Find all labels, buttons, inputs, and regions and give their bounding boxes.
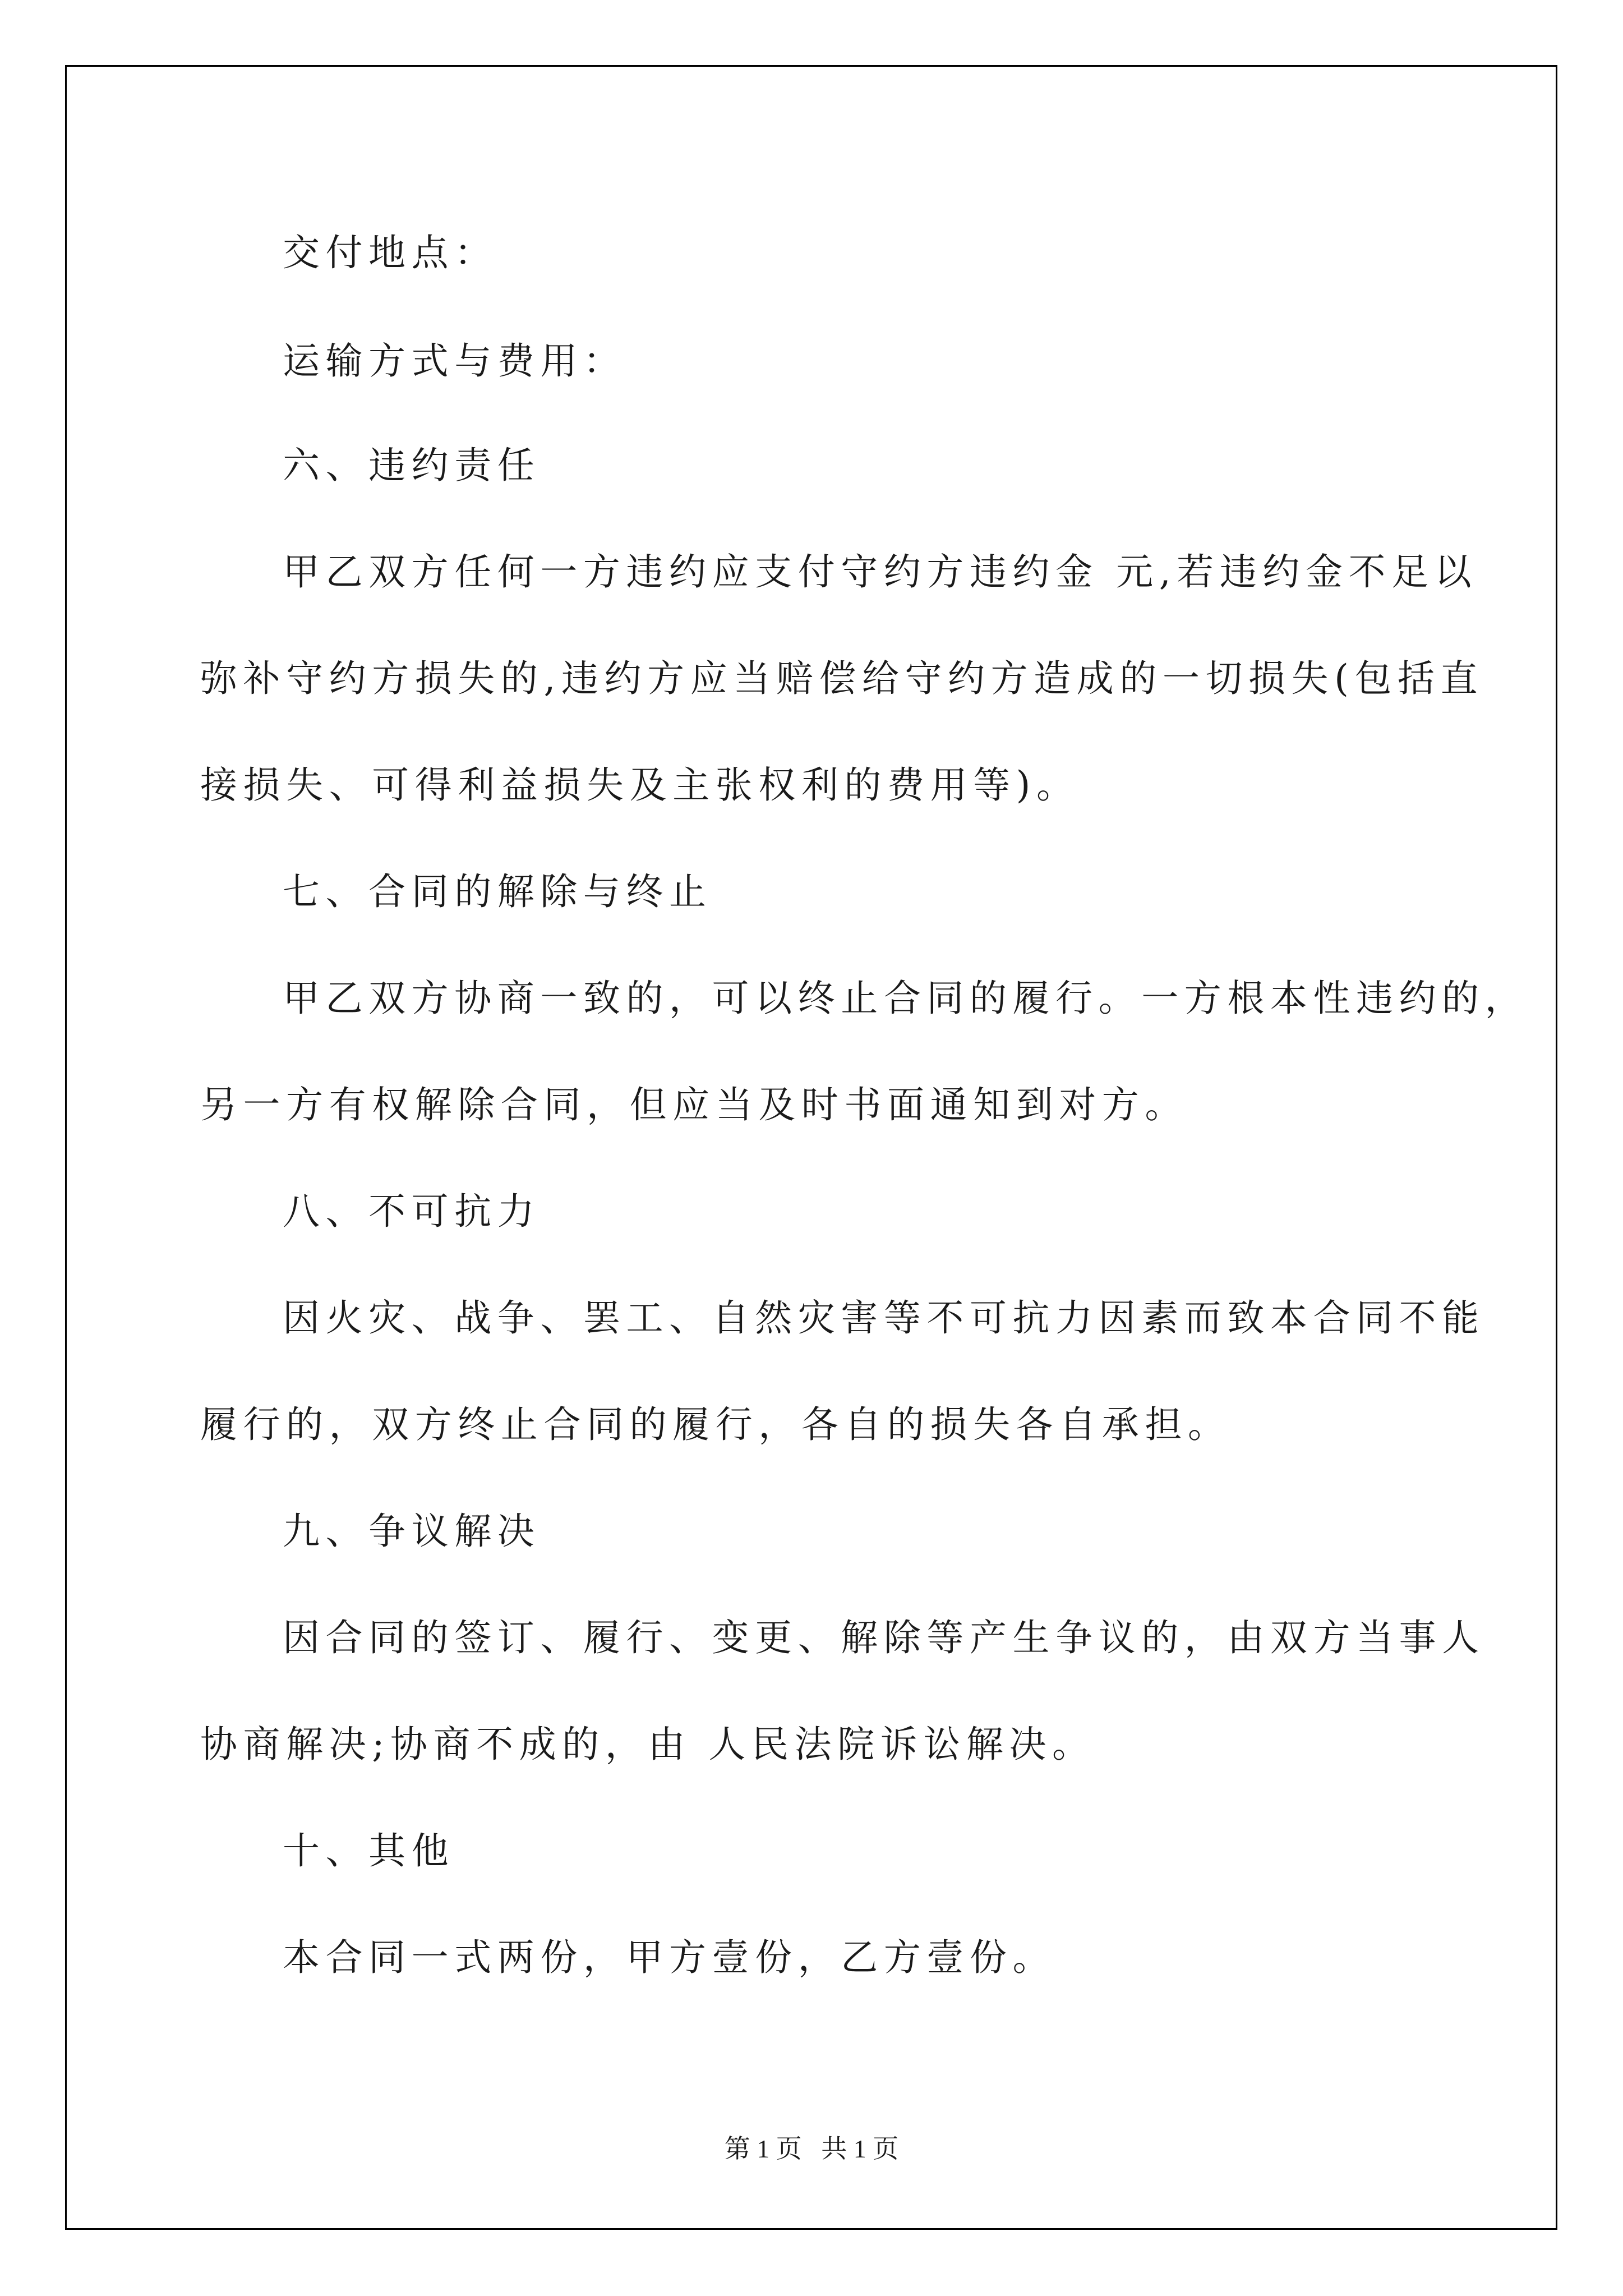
page-number-footer: 第 1 页 共 1 页: [724, 2134, 899, 2163]
paragraph-line: 另一方有权解除合同，但应当及时书面通知到对方。: [200, 1083, 1188, 1126]
paragraph-line: 因火灾、战争、罢工、自然灾害等不可抗力因素而致本合同不能: [283, 1296, 1485, 1340]
paragraph-line: 本合同一式两份，甲方壹份，乙方壹份。: [283, 1936, 1056, 1979]
paragraph-line: 协商解决;协商不成的，由 人民法院诉讼解决。: [200, 1723, 1095, 1766]
paragraph-line: 甲乙双方任何一方违约应支付守约方违约金 元,若违约金不足以: [283, 550, 1478, 593]
paragraph-line: 因合同的签订、履行、变更、解除等产生争议的，由双方当事人: [283, 1616, 1485, 1659]
section-heading-9: 九、争议解决: [283, 1510, 541, 1553]
delivery-location-line: 交付地点：: [283, 231, 497, 274]
paragraph-line: 弥补守约方损失的,违约方应当赔偿给守约方造成的一切损失(包括直: [200, 657, 1484, 700]
transport-cost-line: 运输方式与费用：: [283, 339, 626, 383]
section-heading-8: 八、不可抗力: [283, 1190, 541, 1233]
section-heading-6: 六、违约责任: [283, 444, 541, 487]
paragraph-line: 甲乙双方协商一致的，可以终止合同的履行。一方根本性违约的，: [283, 977, 1528, 1020]
paragraph-line: 履行的，双方终止合同的履行，各自的损失各自承担。: [200, 1403, 1231, 1446]
paragraph-line: 接损失、可得利益损失及主张权利的费用等)。: [200, 763, 1080, 807]
section-heading-10: 十、其他: [283, 1829, 455, 1872]
section-heading-7: 七、合同的解除与终止: [283, 870, 712, 913]
page-border: [65, 65, 1557, 2230]
